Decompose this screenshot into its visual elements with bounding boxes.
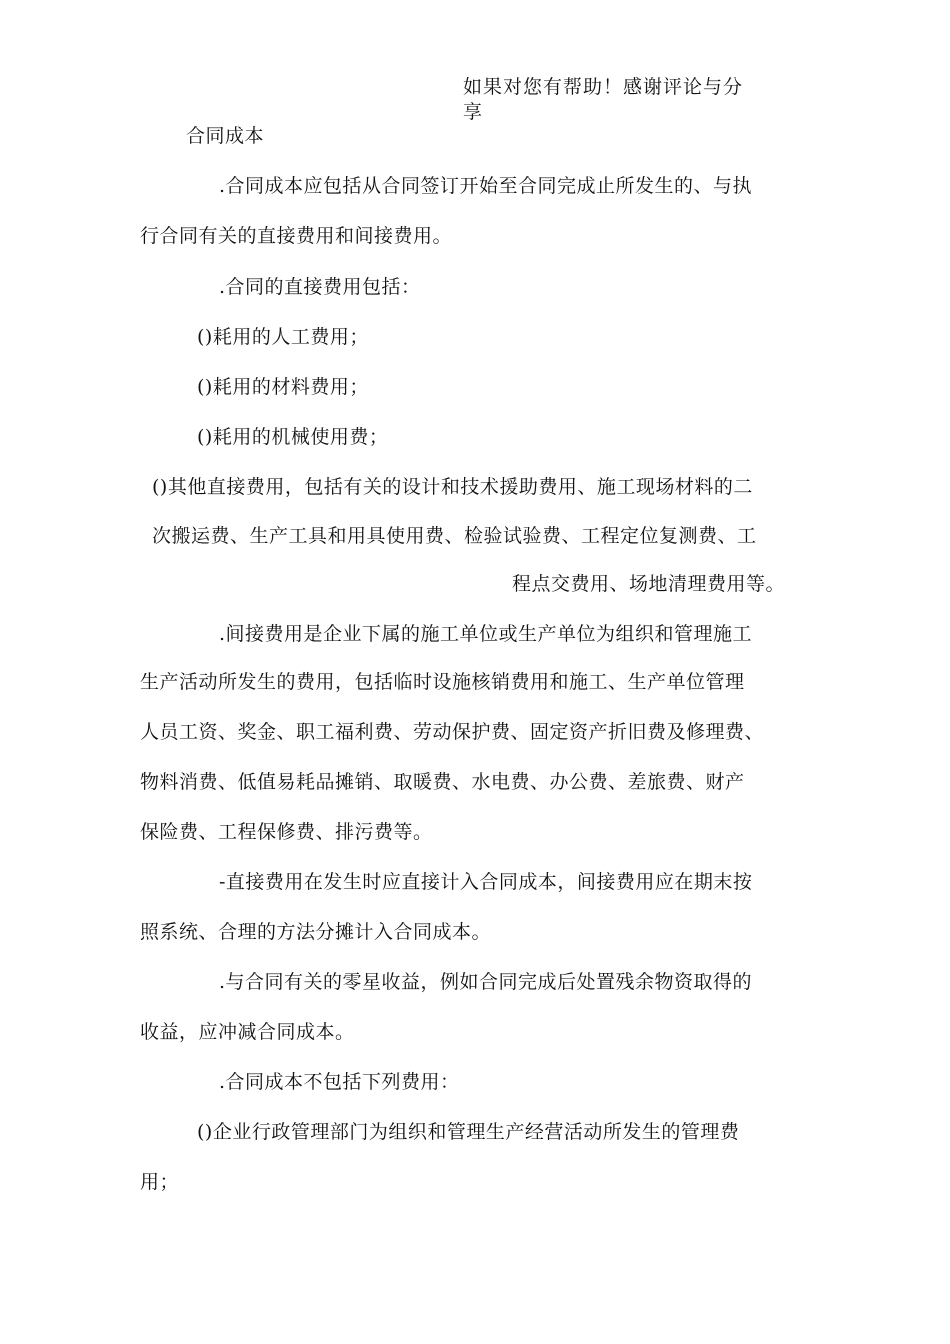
paragraph-line: .与合同有关的零星收益，例如合同完成后处置残余物资取得的 xyxy=(219,971,753,993)
list-item: ()企业行政管理部门为组织和管理生产经营活动所发生的管理费 xyxy=(197,1121,740,1143)
paragraph-line: 生产活动所发生的费用，包括临时设施核销费用和施工、生产单位管理 xyxy=(140,671,745,693)
list-item: ()耗用的机械使用费； xyxy=(197,426,389,448)
paragraph-line: 保险费、工程保修费、排污费等。 xyxy=(140,821,433,843)
header-line-2: 享 xyxy=(463,101,484,123)
paragraph-line: .合同成本不包括下列费用： xyxy=(219,1071,460,1093)
list-item: ()耗用的材料费用； xyxy=(197,376,369,398)
list-item-continuation: 次搬运费、生产工具和用具使用费、检验试验费、工程定位复测费、工 xyxy=(152,525,757,547)
paragraph-line: .合同的直接费用包括： xyxy=(219,276,421,298)
paragraph-line: 人员工资、奖金、职工福利费、劳动保护费、固定资产折旧费及修理费、 xyxy=(140,721,765,743)
list-item: ()其他直接费用，包括有关的设计和技术援助费用、施工现场材料的二 xyxy=(152,476,753,498)
paragraph-line: 物料消费、低值易耗品摊销、取暖费、水电费、办公费、差旅费、财产 xyxy=(140,771,745,793)
paragraph-line: 收益，应冲减合同成本。 xyxy=(140,1021,355,1043)
paragraph-line: .间接费用是企业下属的施工单位或生产单位为组织和管理施工 xyxy=(219,623,753,645)
paragraph-line: -直接费用在发生时应直接计入合同成本，间接费用应在期末按 xyxy=(219,871,753,893)
header-line-1: 如果对您有帮助！感谢评论与分 xyxy=(463,76,744,98)
list-item-continuation: 用； xyxy=(140,1171,180,1193)
document-title: 合同成本 xyxy=(186,125,265,147)
list-item: ()耗用的人工费用； xyxy=(197,326,369,348)
paragraph-line: 行合同有关的直接费用和间接费用。 xyxy=(140,225,453,247)
paragraph-line: .合同成本应包括从合同签订开始至合同完成止所发生的、与执 xyxy=(219,175,753,197)
paragraph-line: 照系统、合理的方法分摊计入合同成本。 xyxy=(140,921,492,943)
list-item-continuation: 程点交费用、场地清理费用等。 xyxy=(512,573,786,595)
